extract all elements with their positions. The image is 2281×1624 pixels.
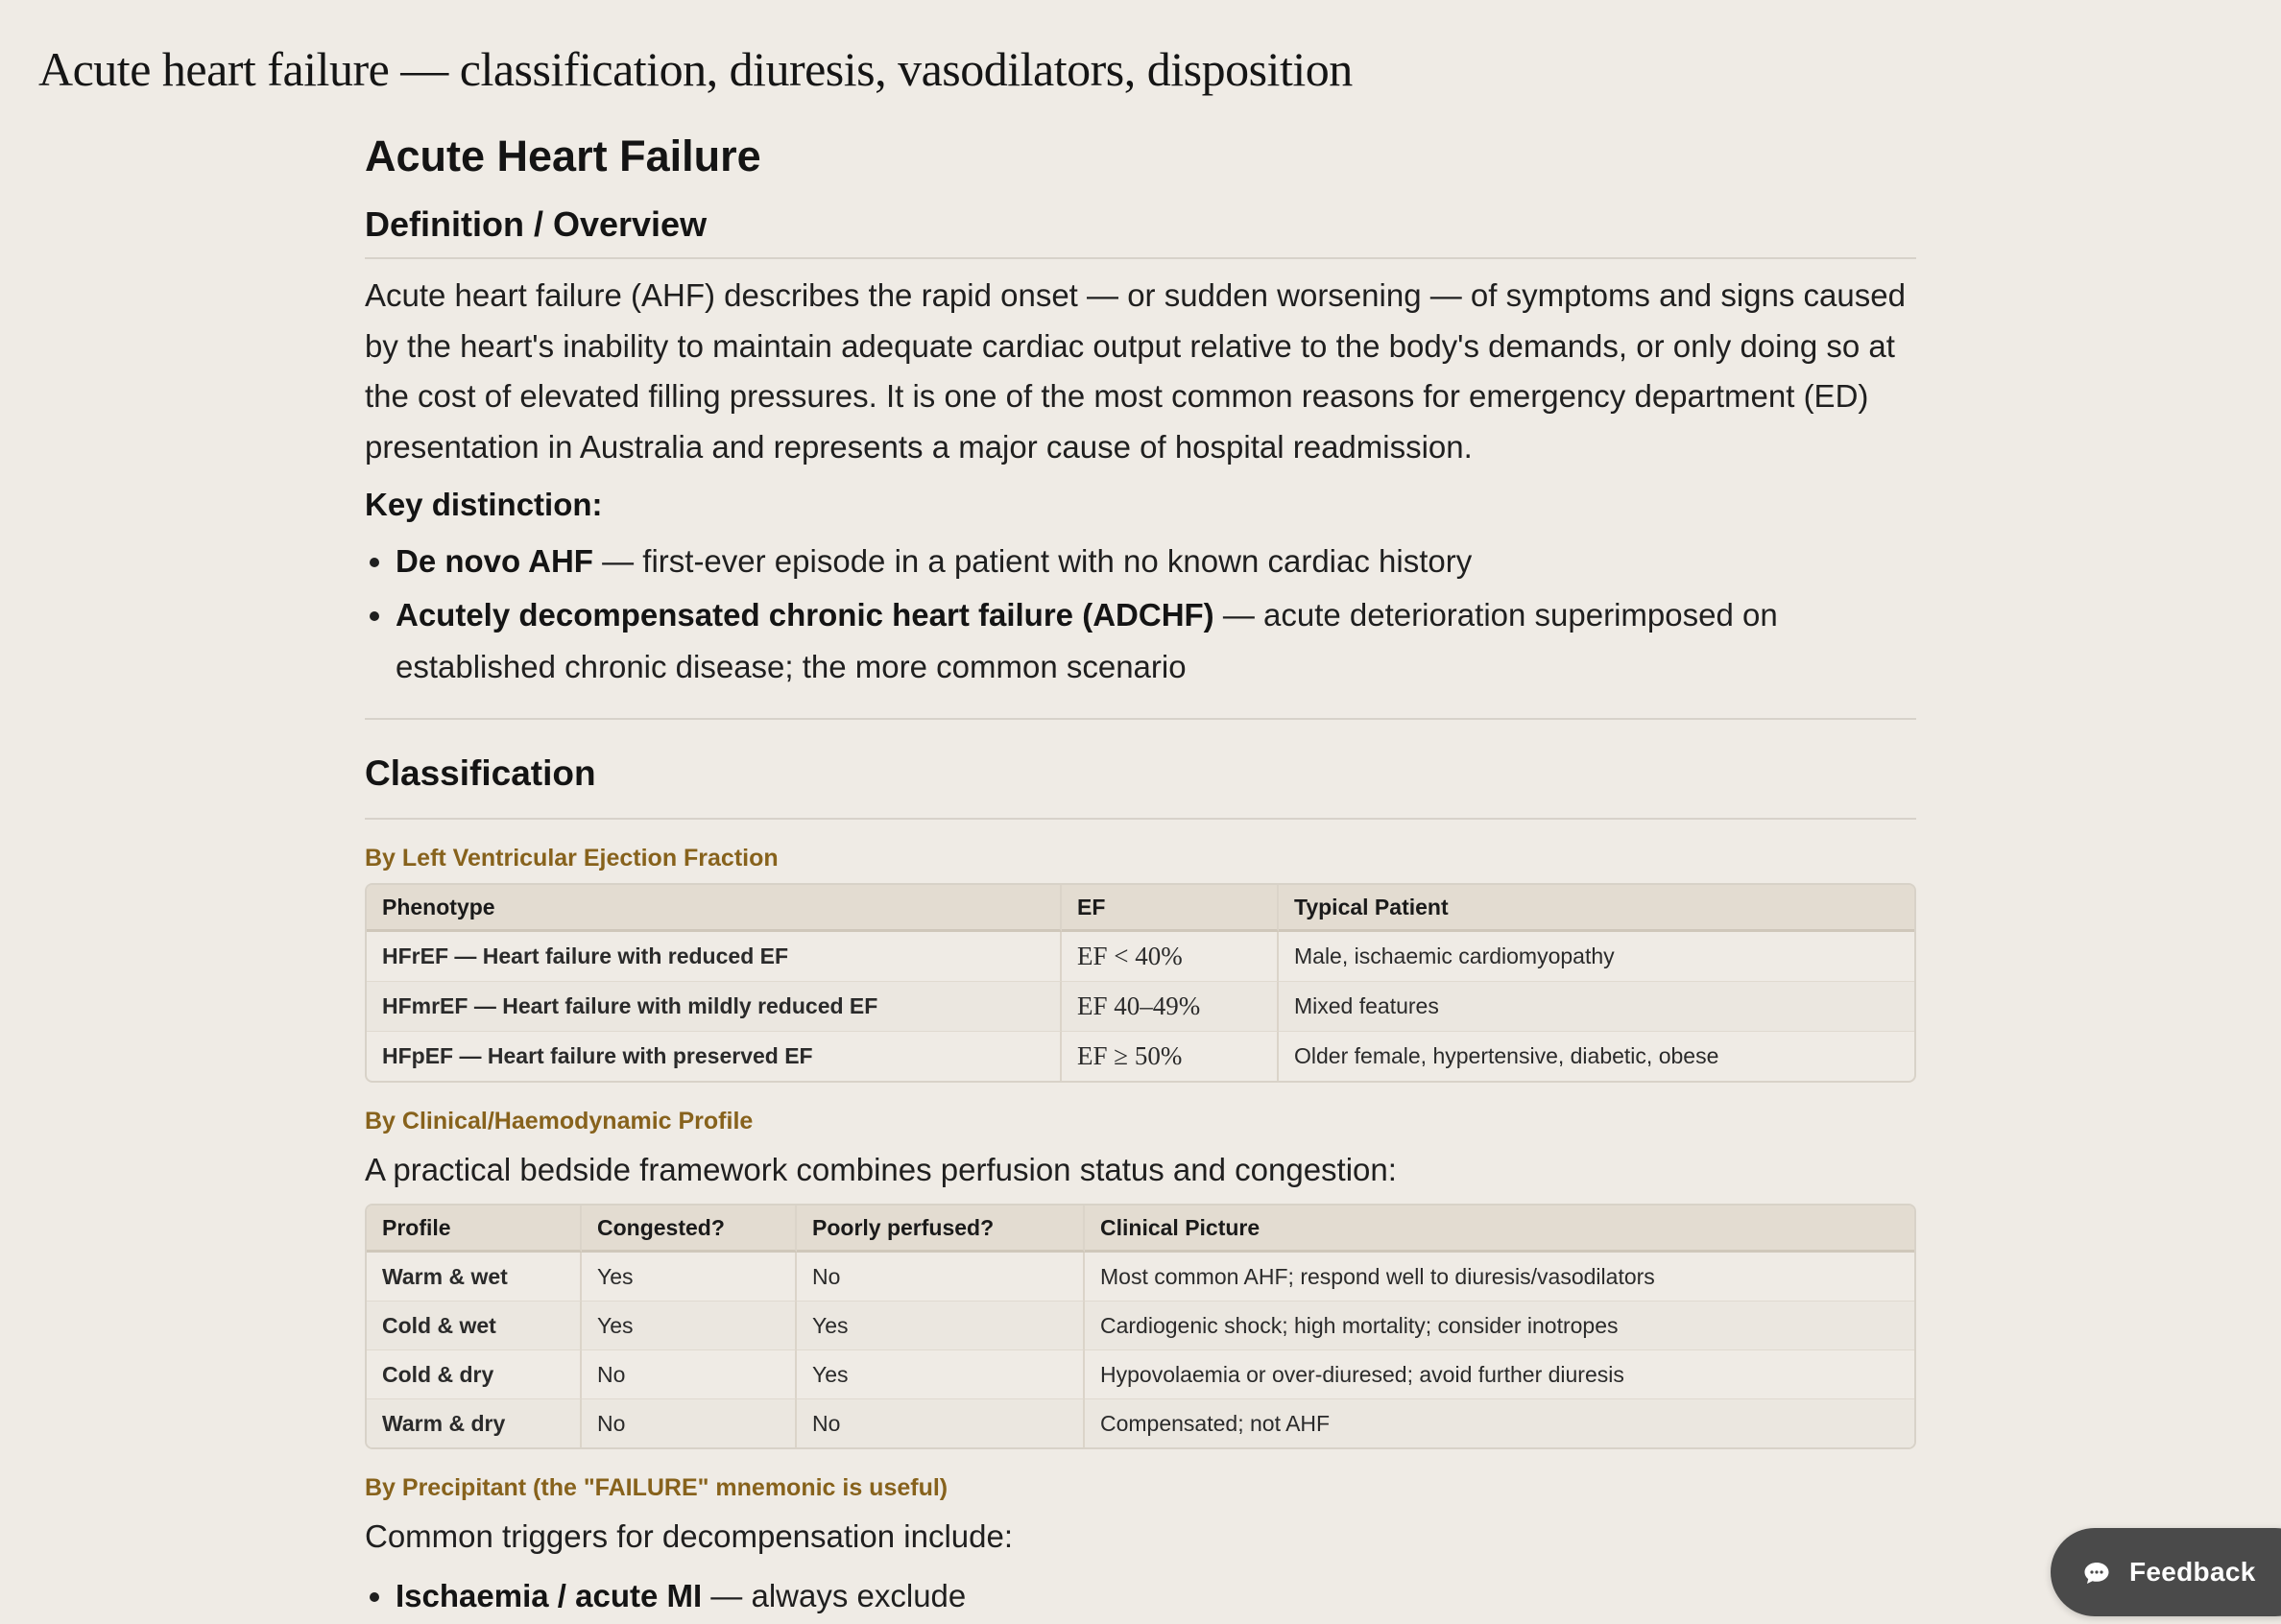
profile-cell: Warm & wet <box>367 1253 582 1301</box>
column-header: Poorly perfused? <box>797 1206 1085 1253</box>
table-row <box>367 1253 1914 1301</box>
column-header: EF <box>1062 885 1279 932</box>
phenotype-cell: HFmrEF — Heart failure with mildly reduced EF <box>367 981 1062 1031</box>
key-distinction-label: Key distinction: <box>365 487 603 522</box>
clinical-picture-cell: Most common AHF; respond well to diuresis/vasodilators <box>1100 1263 1655 1289</box>
list-item <box>396 1570 1916 1622</box>
feedback-label: Feedback <box>2129 1557 2256 1587</box>
column-header: Typical Patient <box>1279 885 1914 932</box>
precipitant-intro: Common triggers for decompensation include: <box>365 1518 1014 1554</box>
clinical-picture-cell: Compensated; not AHF <box>1085 1398 1914 1447</box>
congested-cell: Yes <box>582 1253 797 1301</box>
profile-cell: Cold & dry <box>367 1349 582 1398</box>
clinical-picture-cell: Hypovolaemia or over-diuresed; avoid further diuresis <box>1085 1349 1914 1398</box>
list-item-text: — acute deterioration superimposed on established chronic disease; the more common scenario <box>396 597 1778 684</box>
section-divider <box>365 718 1916 720</box>
list-item-term: Acutely decompensated chronic heart failure (ADCHF) <box>396 597 1214 633</box>
list-item <box>396 589 1916 693</box>
list-item-term: Ischaemia / acute MI <box>396 1578 703 1613</box>
typical-patient-cell: Older female, hypertensive, diabetic, obese <box>1279 1031 1914 1081</box>
column-header: Congested? <box>582 1206 797 1253</box>
ef-cell: EF < 40% <box>1062 932 1279 981</box>
phenotype-cell: HFpEF — Heart failure with preserved EF <box>367 1031 1062 1081</box>
congested-cell: Yes <box>582 1301 797 1349</box>
table-row <box>367 1301 1914 1349</box>
congested-cell: No <box>582 1349 797 1398</box>
profile-table <box>365 1204 1916 1449</box>
article <box>365 123 1916 1624</box>
profile-cell: Warm & dry <box>367 1398 582 1447</box>
table-row <box>367 981 1914 1031</box>
feedback-button[interactable] <box>2051 1528 2281 1616</box>
precipitant-subheading: By Precipitant (the "FAILURE" mnemonic is useful) <box>365 1474 948 1501</box>
overview-paragraph: Acute heart failure (AHF) describes the rapid onset — or sudden worsening — of symptoms and signs caused by the heart's inability to maintain adequate cardiac output relative to the body's demands, or only doing so at the cost of elevated filling pressures. It is one of the most common reasons for emergency department (ED) presentation in Australia and represents a major cause of hospital readmission. <box>365 277 1906 465</box>
profile-subheading: By Clinical/Haemodynamic Profile <box>365 1108 754 1134</box>
ef-cell: EF 40–49% <box>1062 981 1279 1031</box>
table-header-row <box>367 1206 1914 1253</box>
table-header-row <box>367 885 1914 932</box>
table-row <box>367 1349 1914 1398</box>
list-item-text: — always exclude <box>702 1578 967 1613</box>
distinction-list <box>365 536 1916 693</box>
overview-heading: Definition / Overview <box>365 196 1916 259</box>
perfusion-cell: No <box>797 1253 1085 1301</box>
typical-patient-cell: Mixed features <box>1279 981 1914 1031</box>
lvef-table <box>365 883 1916 1083</box>
perfusion-cell: Yes <box>797 1349 1085 1398</box>
perfusion-cell: Yes <box>797 1301 1085 1349</box>
list-item-text: — first-ever episode in a patient with no known cardiac history <box>592 543 1473 579</box>
phenotype-cell: HFrEF — Heart failure with reduced EF <box>367 932 1062 981</box>
column-header: Profile <box>367 1206 582 1253</box>
clinical-picture-cell: Cardiogenic shock; high mortality; consider inotropes <box>1085 1301 1914 1349</box>
typical-patient-cell: Male, ischaemic cardiomyopathy <box>1294 943 1615 968</box>
chat-bubble-icon <box>2083 1561 2110 1586</box>
table-row <box>367 1031 1914 1081</box>
precipitant-list <box>365 1570 1916 1622</box>
page-title: Acute heart failure — classification, diuresis, vasodilators, disposition <box>38 42 1353 96</box>
table-row <box>367 1398 1914 1447</box>
table-row <box>367 932 1914 981</box>
ef-cell: EF ≥ 50% <box>1062 1031 1279 1081</box>
column-header: Clinical Picture <box>1085 1206 1914 1253</box>
list-item-term: De novo AHF <box>396 543 593 579</box>
perfusion-cell: No <box>797 1398 1085 1447</box>
lvef-subheading: By Left Ventricular Ejection Fraction <box>365 845 779 872</box>
profile-cell: Cold & wet <box>367 1301 582 1349</box>
profile-intro: A practical bedside framework combines perfusion status and congestion: <box>365 1152 1397 1187</box>
column-header: Phenotype <box>367 885 1062 932</box>
congested-cell: No <box>582 1398 797 1447</box>
classification-heading: Classification <box>365 741 1916 820</box>
article-title: Acute Heart Failure <box>365 131 761 180</box>
list-item <box>396 536 1916 587</box>
